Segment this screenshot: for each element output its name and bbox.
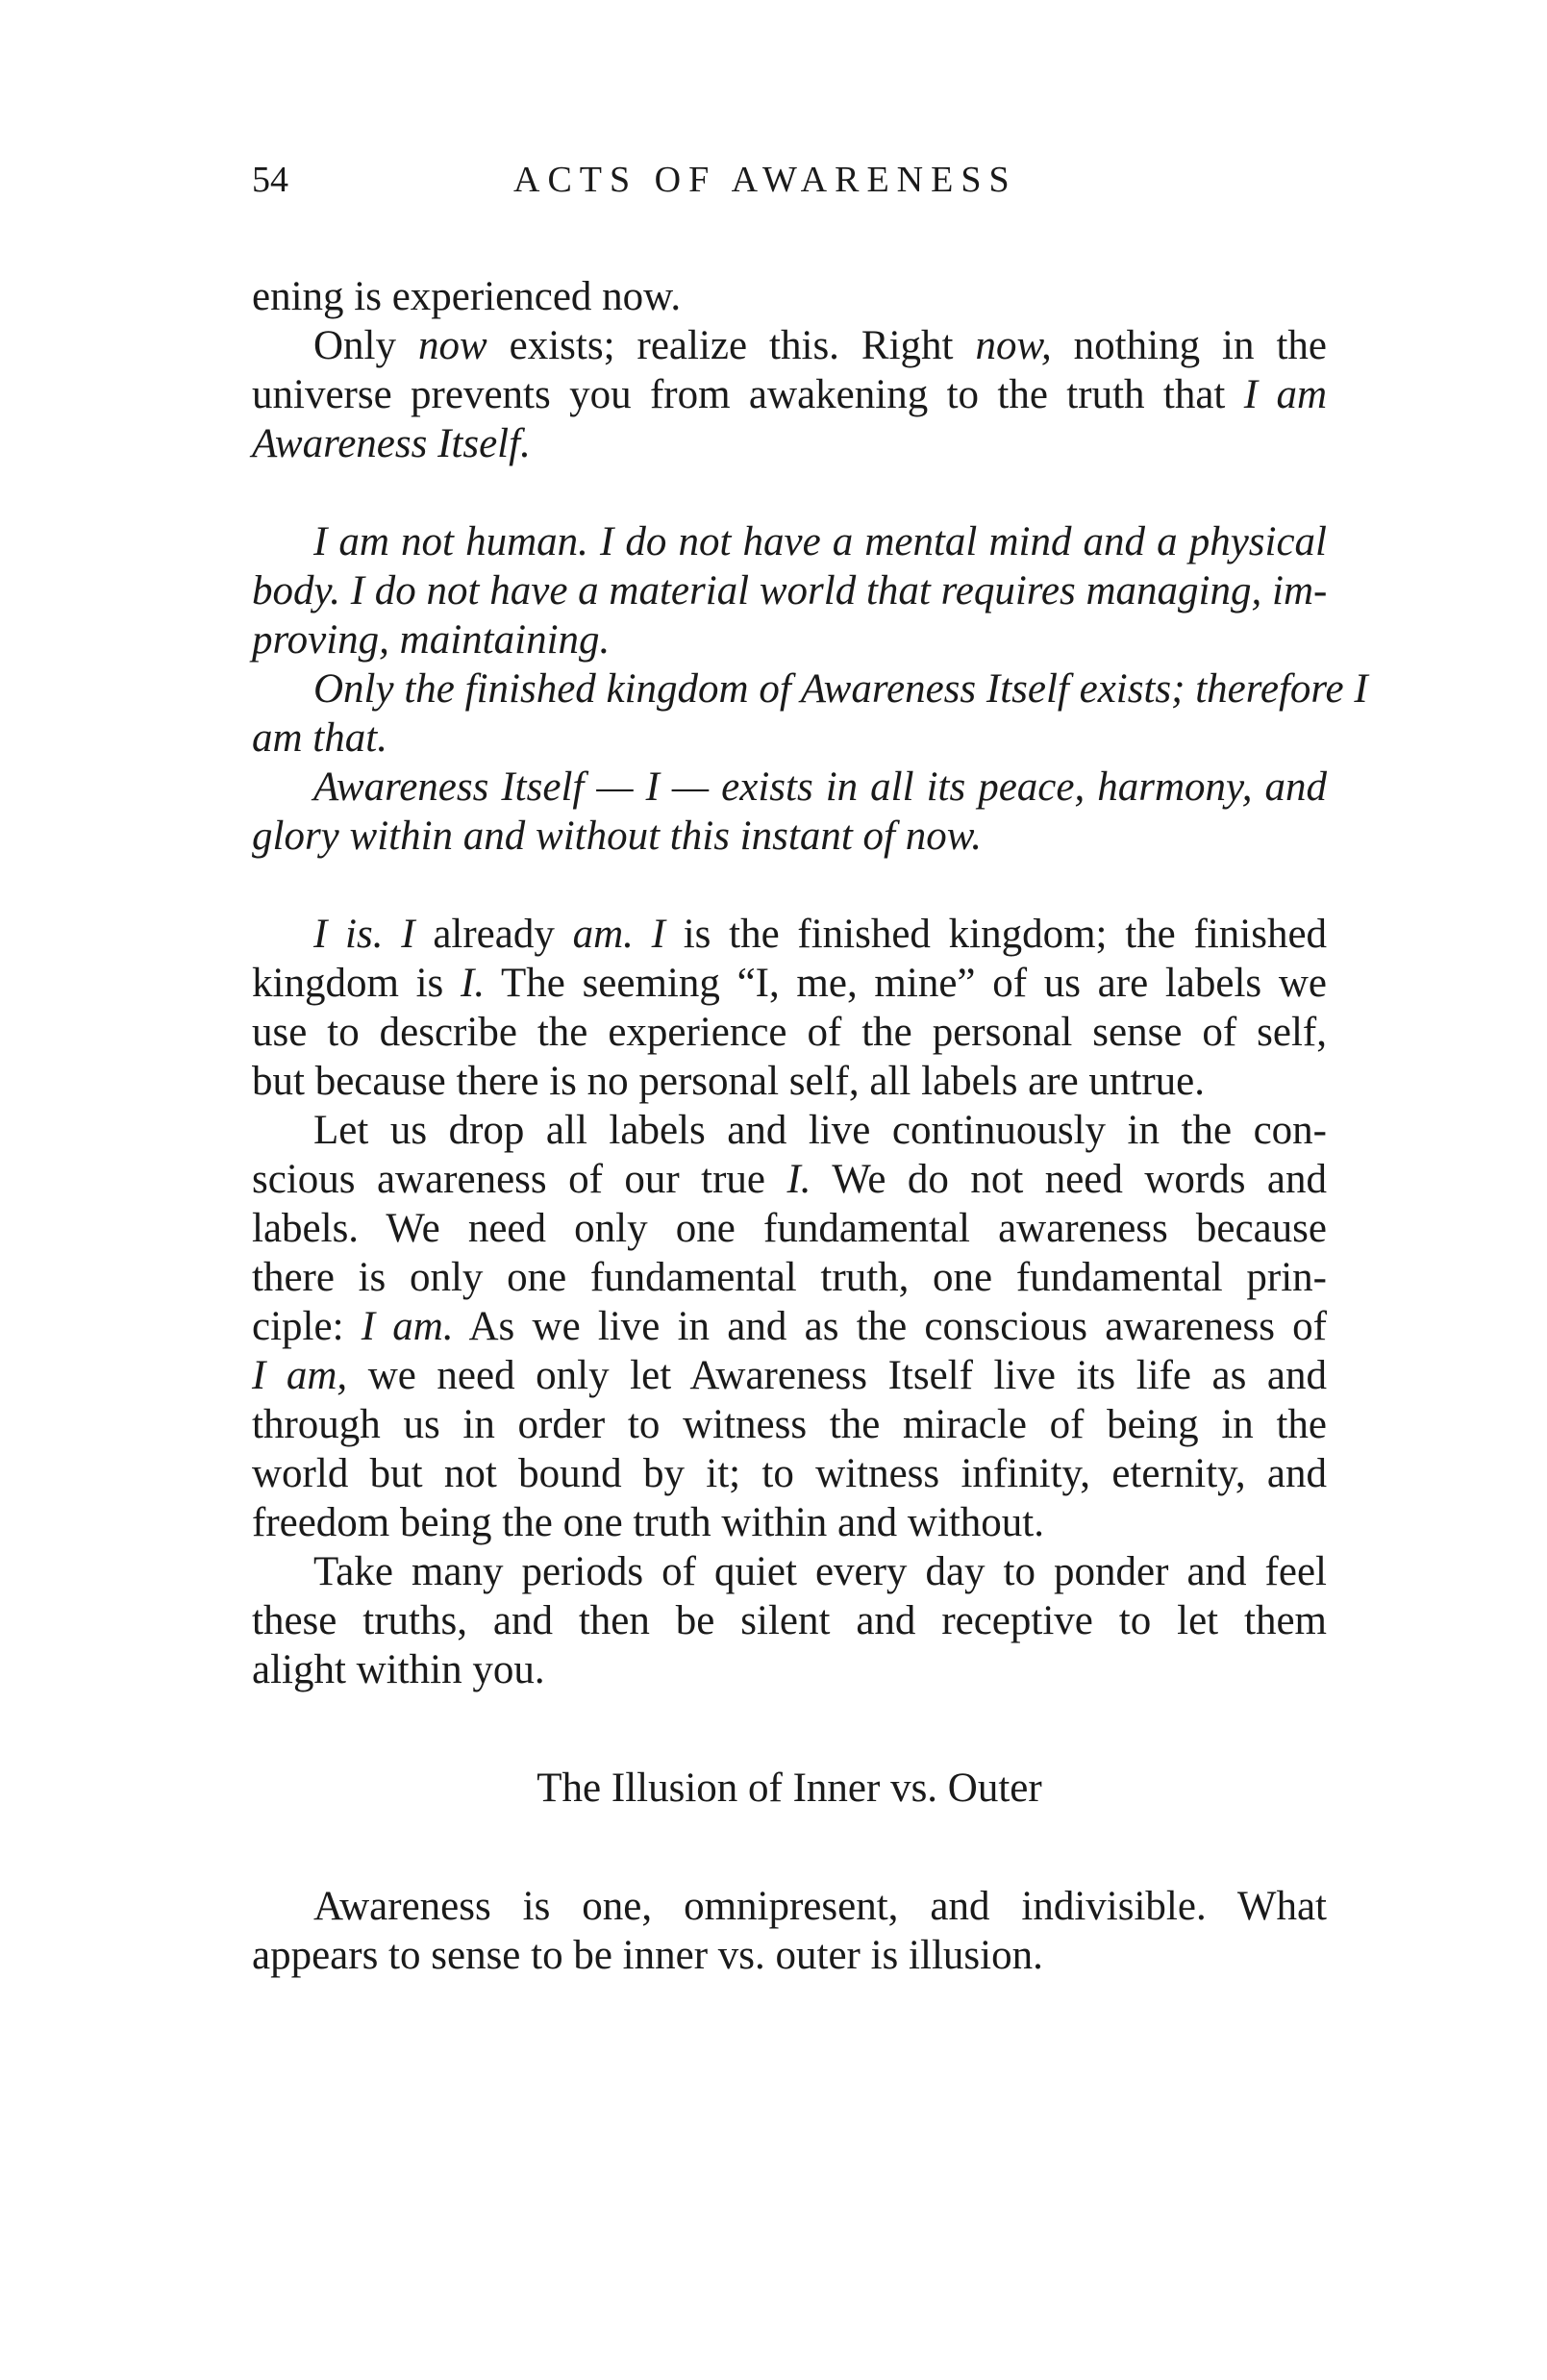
text-line: universe prevents you from awakening to the truth that I am bbox=[252, 372, 1327, 417]
text-line: I is. I already am. I is the finished kingdom; the finished bbox=[313, 912, 1328, 957]
emphasis: glory within and without this instant of now. bbox=[252, 814, 982, 859]
paragraph bbox=[252, 1882, 1327, 1980]
paragraph bbox=[252, 272, 1327, 321]
text-line: there is only one fundamental truth, one fundamental prin- bbox=[252, 1255, 1327, 1300]
text-line bbox=[252, 714, 1327, 763]
text-line: but because there is no personal self, all labels are untrue. bbox=[252, 1059, 1206, 1104]
text-line bbox=[252, 517, 1327, 566]
emphasis: am. bbox=[572, 912, 634, 957]
text-line bbox=[252, 812, 1327, 861]
paragraph bbox=[252, 763, 1327, 861]
text-line: scious awareness of our true I. We do not need words and bbox=[252, 1157, 1327, 1202]
emphasis: Awareness Itself. bbox=[252, 421, 531, 466]
running-head: ACTS OF AWARENESS bbox=[513, 160, 1017, 200]
emphasis: I is. bbox=[313, 912, 384, 957]
text-line: these truths, and then be silent and receptive to let them bbox=[252, 1598, 1327, 1643]
emphasis: I. bbox=[786, 1157, 811, 1202]
text-line bbox=[252, 566, 1327, 615]
emphasis: am that. bbox=[252, 715, 387, 761]
paragraph bbox=[252, 321, 1327, 468]
paragraph bbox=[252, 517, 1327, 664]
text-line: Let us drop all labels and live continuously in the con- bbox=[313, 1108, 1327, 1153]
paragraph bbox=[252, 664, 1368, 763]
text-line: through us in order to witness the miracle of being in the bbox=[252, 1402, 1327, 1447]
text-line: alight within you. bbox=[252, 1647, 545, 1692]
page-number: 54 bbox=[252, 160, 288, 200]
emphasis: proving, maintaining. bbox=[252, 617, 611, 663]
emphasis: body. I do not have a material world that requires managing, im- bbox=[252, 568, 1328, 614]
paragraph bbox=[252, 910, 1327, 1106]
running-header bbox=[252, 159, 1325, 207]
text-line: freedom being the one truth within and without. bbox=[252, 1500, 1044, 1545]
emphasis: I bbox=[651, 912, 665, 957]
emphasis: I am not human. I do not have a mental mind and a physical bbox=[313, 519, 1327, 564]
text-line: world but not bound by it; to witness infinity, eternity, and bbox=[252, 1451, 1327, 1496]
text-line: use to describe the experience of the personal sense of self, bbox=[252, 1010, 1327, 1055]
paragraph bbox=[252, 1106, 1327, 1547]
emphasis: now, bbox=[975, 323, 1052, 368]
emphasis: I am, bbox=[252, 1353, 348, 1398]
emphasis: now bbox=[417, 323, 487, 368]
text-line: Take many periods of quiet every day to ponder and feel bbox=[313, 1549, 1327, 1594]
text-line: Awareness is one, omnipresent, and indivisible. What bbox=[313, 1884, 1327, 1929]
text-line: ening is experienced now. bbox=[252, 274, 682, 319]
text-line bbox=[252, 763, 1327, 812]
text-line: ciple: I am. As we live in and as the conscious awareness of bbox=[252, 1304, 1327, 1349]
text-line bbox=[252, 664, 1368, 714]
page-body bbox=[252, 272, 1368, 1980]
emphasis: Only the finished kingdom of Awareness Itself exists; therefore I bbox=[313, 666, 1368, 712]
emphasis: I. bbox=[461, 961, 486, 1006]
emphasis: I am. bbox=[361, 1304, 454, 1349]
text-line bbox=[252, 419, 1327, 468]
text-line: appears to sense to be inner vs. outer is illusion. bbox=[252, 1933, 1043, 1978]
text-line bbox=[252, 615, 1327, 664]
text-line: kingdom is I. The seeming “I, me, mine” of us are labels we bbox=[252, 961, 1328, 1006]
emphasis: I bbox=[401, 912, 415, 957]
emphasis: I am bbox=[1243, 372, 1327, 417]
text-line: I am, we need only let Awareness Itself live its life as and bbox=[252, 1353, 1328, 1398]
paragraph bbox=[252, 1547, 1327, 1694]
text-line: Only now exists; realize this. Right now, nothing in the bbox=[313, 323, 1328, 368]
section-title: The Illusion of Inner vs. Outer bbox=[536, 1766, 1042, 1811]
emphasis: Awareness Itself — I — exists in all its peace, harmony, and bbox=[313, 764, 1327, 810]
text-line: labels. We need only one fundamental awareness because bbox=[252, 1206, 1327, 1251]
